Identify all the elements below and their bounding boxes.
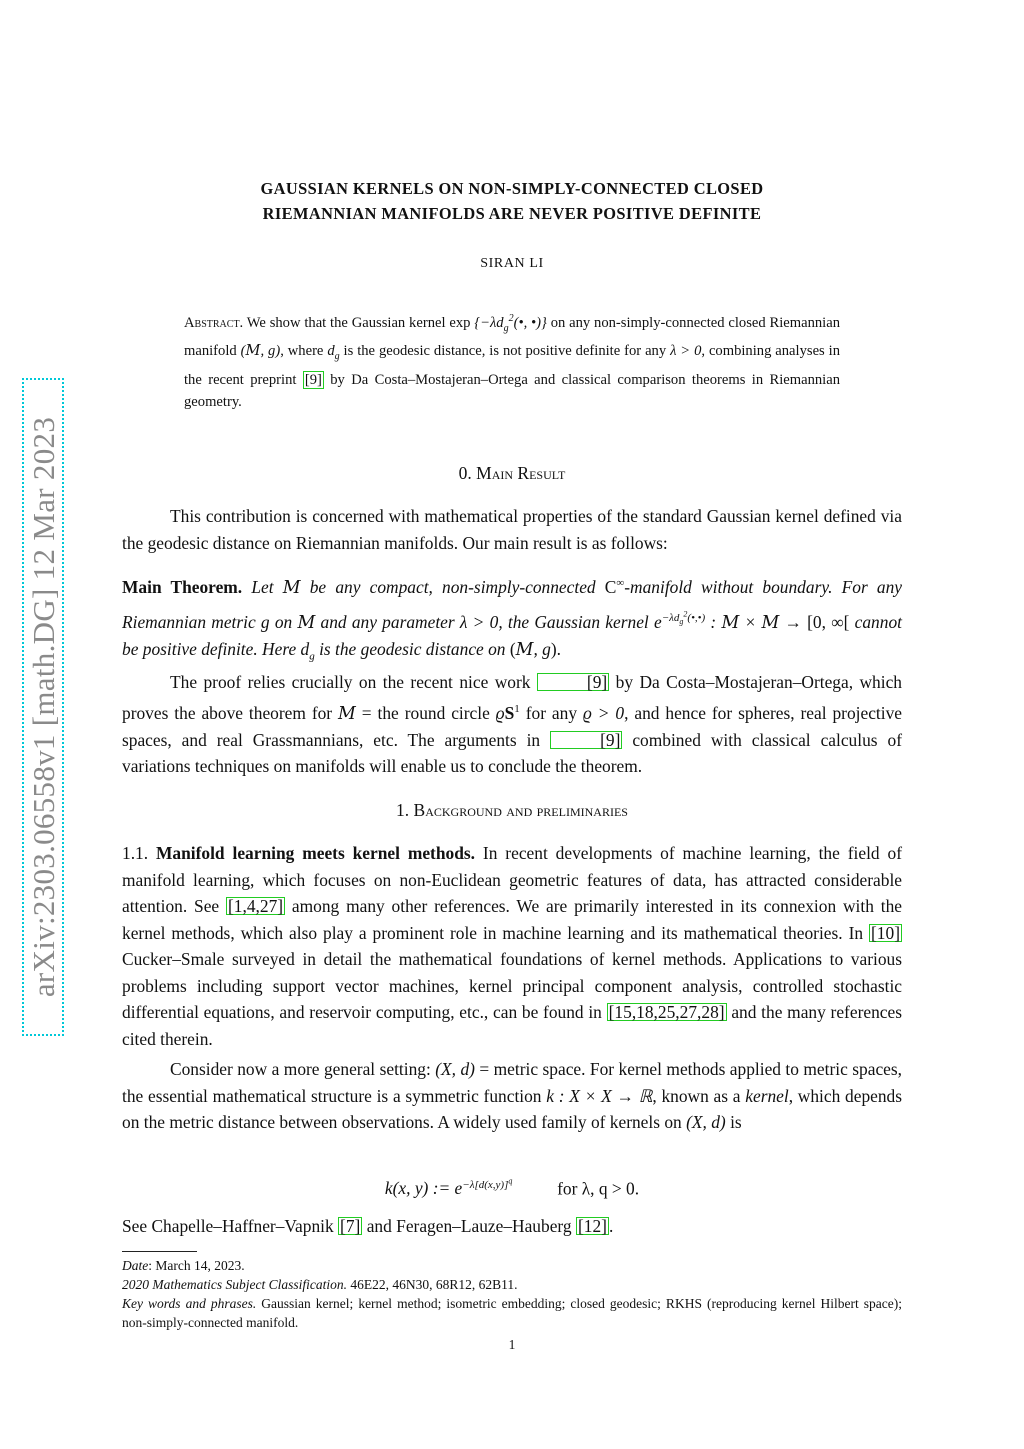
theorem-text: , the Gaussian kernel (498, 611, 649, 632)
footnotes (122, 1256, 902, 1332)
footnote-date (122, 1256, 902, 1275)
citation-link[interactable]: [1,4,27] (228, 896, 284, 916)
intro-paragraph: This contribution is concerned with mathematical properties of the standard Gaussian kernel defined via the geodesic distance on Riemannian manifolds. Our main result is as follows: (122, 506, 902, 553)
footnote-label: Key words and phrases. (122, 1296, 257, 1311)
abstract-manifold-math: (M, g) (240, 342, 281, 360)
equation-condition: for λ, q > 0. (557, 1178, 640, 1199)
citation-link[interactable]: [7] (340, 1216, 361, 1236)
footnote-msc (122, 1275, 902, 1294)
kernel-term: kernel (745, 1085, 789, 1106)
paragraph-text: See Chapelle–Haffner–Vapnik (122, 1216, 334, 1236)
kernel-equation: k(x, y) := $e^{-\lambda[d(x,y)]^q}$ for λ, q > 0. (384, 1176, 640, 1199)
abstract-dg-math: $d_g$ (327, 343, 340, 363)
title-line-2: RIEMANNIAN MANIFOLDS ARE NEVER POSITIVE DEFINITE (262, 204, 762, 223)
citation-link[interactable]: [12] (577, 1216, 607, 1236)
theorem-label: Main Theorem. (122, 576, 243, 597)
theorem-text: and any parameter (320, 611, 455, 632)
abstract-lambda-math: λ > 0 (670, 343, 702, 360)
paragraph-text: Cucker–Smale surveyed in detail the mathematical foundations of kernel methods. Applications to various problems including support vector machines, kernel principal component analysis, controlled stochastic differential equations, and reservoir computing, etc., can be found in (122, 949, 902, 1022)
paragraph-text: = metric space. For kernel methods applied to metric spaces, the essential mathematical structure is a symmetric function (122, 1059, 902, 1106)
abstract-label: Abstract. (184, 314, 244, 331)
paragraph-text: among many other references. We are primarily interested in its connexion with the kernel methods, which also play a prominent role in machine learning and its mathematical theories. In (122, 896, 902, 943)
paragraph-text: , and hence for spheres, real projective spaces, and real Grassmannians, etc. The arguments in (122, 702, 903, 750)
paragraph-text: by Da Costa–Mostajeran–Ortega, which proves the above theorem for (122, 672, 902, 723)
references-sentence: See Chapelle–Haffner–Vapnik [7] and Feragen–Lauze–Hauberg [12] . (122, 1216, 614, 1236)
footnote-text: : March 14, 2023. (148, 1258, 245, 1273)
abstract-text: , combining analyses in the recent preprint (184, 343, 840, 388)
theorem-text: is the geodesic distance on (319, 639, 506, 660)
title-line-1: GAUSSIAN KERNELS ON NON-SIMPLY-CONNECTED CLOSED (260, 179, 764, 198)
abstract-text: , where (280, 343, 324, 360)
paragraph-text: is (730, 1112, 742, 1132)
metric-space-paragraph: Consider now a more general setting: (X, d) = metric space. For kernel methods applied to metric spaces, the essential mathematical structure is a symmetric function k : X × X → ℝ, known as a kernel, which depends on the metric distance between observations. A widely used family of kernels on (X, d) is (122, 1059, 903, 1132)
footnote-label: 2020 Mathematics Subject Classification. (122, 1277, 347, 1292)
theorem-text: cannot be positive definite. Here (122, 611, 902, 660)
theorem-text: -manifold without boundary. For any Riemannian metric (122, 576, 902, 632)
section-heading-background: 1. Background and preliminaries (396, 800, 628, 820)
theorem-text: be any compact, non-simply-connected (309, 576, 596, 597)
paragraph-text: for any (525, 702, 578, 723)
page-number: 1 (508, 1337, 516, 1352)
citation-link[interactable]: [15,18,25,27,28] (608, 1002, 725, 1022)
citation-link[interactable]: [9] (550, 731, 622, 749)
citation-link[interactable]: [10] (871, 922, 900, 943)
citation-link[interactable]: [9] (304, 371, 322, 388)
footnote-text: 46E22, 46N30, 68R12, 62B11. (350, 1277, 518, 1292)
theorem-text: on (274, 611, 293, 632)
subsection-number: 1.1. (122, 843, 149, 863)
proof-outline-paragraph: The proof relies crucially on the recent nice work [9] by Da Costa–Mostajeran–Ortega, which proves the above theorem for M = the round circle $ϱS^1$ for any ϱ > 0, and hence for spheres, real projective spaces, and real Grassmannians, etc. The arguments in [9] combined with classical calculus of variations techniques on manifolds will enable us to conclude the theorem. (122, 672, 903, 777)
abstract (184, 308, 840, 414)
abstract-text: We show that the Gaussian kernel exp (246, 314, 471, 331)
paragraph-text: In recent developments of machine learning, the field of manifold learning, which focuses on non-Euclidean geometric features of data, has attracted considerable attention. See (122, 843, 902, 916)
citation-link[interactable]: [9] (537, 673, 609, 691)
paper-title (150, 176, 874, 226)
subsection-paragraph (122, 840, 902, 1052)
paragraph-text: and the many references cited therein. (122, 1002, 902, 1049)
arxiv-identifier[interactable]: arXiv:2303.06558v1 [math.DG] 12 Mar 2023 (26, 416, 61, 998)
abstract-text: by Da Costa–Mostajeran–Ortega and classical comparison theorems in Riemannian geometry. (184, 371, 841, 411)
author: SIRAN LI (480, 256, 544, 271)
paragraph-text: , which depends on the metric distance between observations. A widely used family of kernels on (122, 1085, 903, 1132)
footnote-keywords (122, 1294, 902, 1332)
paragraph-text: = the round circle (361, 702, 490, 723)
paragraph-text: The proof relies crucially on the recent nice work (170, 672, 531, 692)
section-heading-main-result: 0. Main Result (458, 463, 566, 483)
paragraph-text: Consider now a more general setting: (170, 1059, 431, 1079)
theorem-text: Let (251, 576, 274, 597)
paragraph-text: combined with classical calculus of variations techniques on manifolds will enable us to conclude the theorem. (122, 729, 902, 777)
abstract-text: on any non-simply-connected closed Riemannian manifold (184, 314, 840, 360)
abstract-kernel-math: {$-\lambda d_g^2(•$, •)} (474, 313, 547, 334)
footnote-text: Gaussian kernel; kernel method; isometric embedding; closed geodesic; RKHS (reproducing kernel Hilbert space); non-simply-connected manifold. (122, 1296, 902, 1330)
subsection-title: Manifold learning meets kernel methods. (156, 843, 476, 863)
paragraph-text: and Feragen–Lauze–Hauberg (366, 1216, 572, 1236)
footnote-label: Date (122, 1258, 149, 1273)
abstract-text: is the geodesic distance, is not positive definite for any (343, 343, 667, 360)
main-theorem: Main Theorem. Let M be any compact, non-simply-connected C∞-manifold without boundary. For any Riemannian metric g on M and any parameter λ > 0, the Gaussian kernel $e^{-\lambda d_g^2(•,•)}$ : M × M → [0, ∞[ cannot be positive definite. Here $d_g$ is the geodesic distance on (M, g). (122, 576, 902, 663)
paragraph-text: , known as a (652, 1085, 741, 1106)
footnote-rule (122, 1251, 197, 1252)
